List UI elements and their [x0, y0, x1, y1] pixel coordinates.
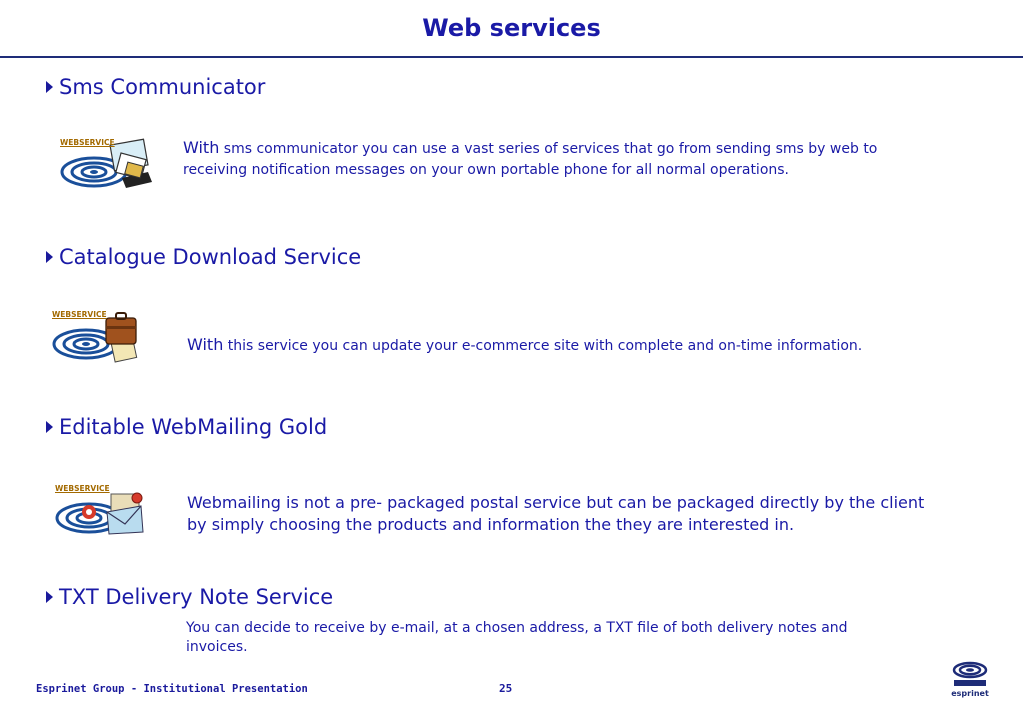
catalogue-webservice-icon [52, 310, 148, 368]
bullet-arrow-icon [46, 421, 53, 433]
title-divider [0, 56, 1023, 58]
esprinet-logo [946, 650, 994, 698]
description-lead: With [187, 335, 224, 354]
webmailing-description: Webmailing is not a pre- packaged postal service but can be packaged directly by the client by simply choosing the products and information the they are interested in. [187, 493, 925, 534]
webmailing-webservice-icon [55, 484, 151, 542]
description-body: sms communicator you can use a vast series of services that go from sending sms by web to receiving notification messages on your own portable phone for all normal operations. [183, 141, 878, 178]
txt-delivery-description: You can decide to receive by e-mail, at a chosen address, a TXT file of both delivery notes and invoices. [186, 620, 848, 655]
section-heading-text: Editable WebMailing Gold [59, 415, 328, 439]
sms-webservice-icon [60, 138, 156, 196]
webservice-label: WEBSERVICE [60, 138, 115, 147]
logo-text: esprinet [951, 689, 989, 698]
section-heading-txt-delivery [46, 585, 333, 609]
section-heading-text: TXT Delivery Note Service [59, 585, 334, 609]
sms-description [183, 137, 893, 181]
webservice-label: WEBSERVICE [55, 484, 110, 493]
bullet-arrow-icon [46, 591, 53, 603]
description-lead: With [183, 138, 220, 157]
page-title: Web services [422, 14, 601, 42]
footer-presentation-title: Esprinet Group - Institutional Presentation [36, 683, 308, 695]
bullet-arrow-icon [46, 251, 53, 263]
esprinet-logo-icon [946, 650, 994, 690]
webservice-label: WEBSERVICE [52, 310, 107, 319]
catalogue-description [187, 334, 917, 357]
page-number: 25 [499, 682, 513, 695]
section-heading-catalogue [46, 245, 361, 269]
description-body: this service you can update your e-commerce site with complete and on-time information. [223, 338, 863, 354]
section-heading-sms [46, 75, 265, 99]
section-heading-webmailing [46, 415, 327, 439]
section-heading-text: Catalogue Download Service [59, 245, 362, 269]
section-heading-text: Sms Communicator [59, 75, 266, 99]
bullet-arrow-icon [46, 81, 53, 93]
